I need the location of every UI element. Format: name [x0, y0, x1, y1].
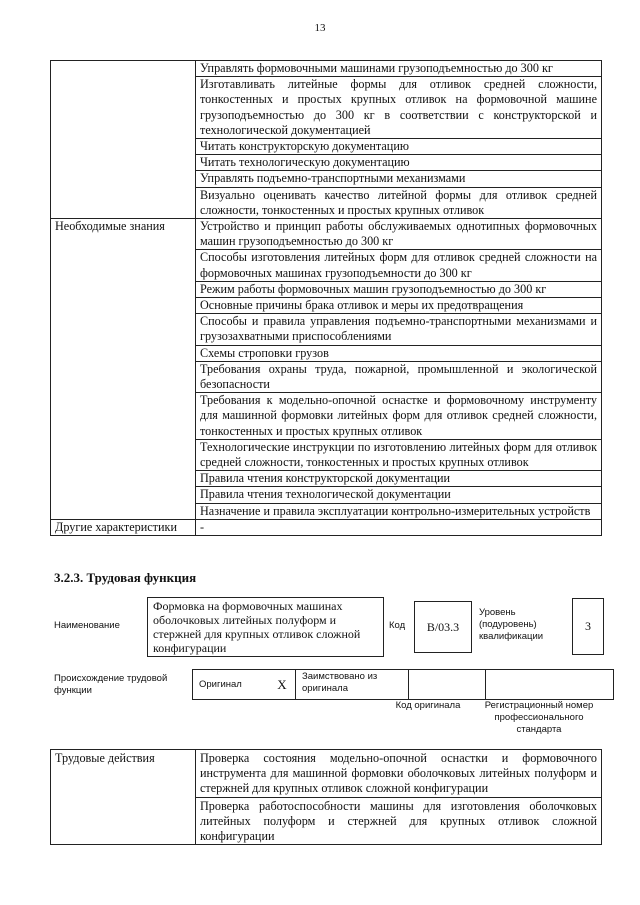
knowledge-item: Требования охраны труда, пожарной, промышленной и экологической безопасности [196, 361, 602, 392]
skills-label-cell [51, 61, 196, 219]
level-label: Уровень (подуровень) квалификации [479, 607, 544, 642]
original-mark: X [269, 670, 296, 700]
knowledge-item: Способы изготовления литейных форм для отливок средней сложности на формовочных машинах грузоподъемности до 300 кг [196, 250, 602, 281]
origin-table [192, 669, 614, 700]
other-value: - [196, 519, 602, 535]
reg-number-cell [486, 670, 614, 700]
level-value: 3 [572, 598, 604, 655]
knowledge-item: Способы и правила управления подъемно-транспортными механизмами и грузозахватными приспособлениями [196, 314, 602, 345]
knowledge-item: Требования к модельно-опочной оснастке и формовочному инструменту для машинной формовки литейных форм для отливок средней сложности, тонкостенных и простых крупных отливок [196, 393, 602, 440]
knowledge-item: Режим работы формовочных машин грузоподъемностью до 300 кг [196, 281, 602, 297]
competency-table [50, 60, 602, 536]
knowledge-item: Основные причины брака отливок и меры их предотвращения [196, 298, 602, 314]
original-label: Оригинал [193, 670, 270, 700]
knowledge-label: Необходимые знания [51, 219, 196, 520]
action-item: Проверка работоспособности машины для изготовления оболочковых литейных полуформ и стержней для крупных отливок сложной конфигурации [196, 797, 602, 845]
table-row [51, 61, 602, 77]
skill-item: Читать технологическую документацию [196, 155, 602, 171]
code-label: Код [389, 620, 406, 631]
original-code-cell [409, 670, 486, 700]
knowledge-item: Правила чтения конструкторской документации [196, 471, 602, 487]
other-label: Другие характеристики [51, 519, 196, 535]
actions-label: Трудовые действия [51, 750, 196, 845]
knowledge-item: Правила чтения технологической документации [196, 487, 602, 503]
skill-item: Управлять подъемно-транспортными механизмами [196, 171, 602, 187]
page-number: 13 [314, 22, 326, 34]
knowledge-item: Схемы строповки грузов [196, 345, 602, 361]
code-original-label: Код оригинала [395, 700, 461, 711]
action-item: Проверка состояния модельно-опочной оснастки и формовочного инструмента для машинной формовки оболочковых литейных полуформ и стержней для крупных отливок сложной конфигурации [196, 750, 602, 798]
skill-item: Изготавливать литейные формы для отливок средней сложности, тонкостенных и простых крупных отливок на формовочной машине грузоподъемностью до 300 кг в соответствии с конструкторской и технологической документацией [196, 77, 602, 139]
name-label: Наименование [54, 620, 120, 631]
function-code: В/03.3 [414, 601, 472, 653]
knowledge-item: Устройство и принцип работы обслуживаемых однотипных формовочных машин грузоподъемностью до 300 кг [196, 219, 602, 250]
table-row [51, 750, 602, 798]
knowledge-item: Технологические инструкции по изготовлению литейных форм для отливок средней сложности, тонкостенных и простых крупных отливок [196, 439, 602, 470]
table-row [51, 519, 602, 535]
origin-label: Происхождение трудовой функции [54, 673, 168, 696]
skill-item: Визуально оценивать качество литейной формы для отливок средней сложности, тонкостенных и простых крупных отливок [196, 187, 602, 218]
table-row [51, 219, 602, 250]
skill-item: Читать конструкторскую документацию [196, 139, 602, 155]
table-row [193, 670, 614, 700]
section-heading: 3.2.3. Трудовая функция [54, 570, 197, 585]
reg-number-label: Регистрационный номер профессионального стандарта [484, 700, 594, 735]
actions-table [50, 749, 602, 845]
skill-item: Управлять формовочными машинами грузоподъемностью до 300 кг [196, 61, 602, 77]
function-name: Формовка на формовочных машинах оболочковых литейных полуформ и стержней для крупных отливок сложной конфигурации [147, 597, 384, 657]
knowledge-item: Назначение и правила эксплуатации контрольно-измерительных устройств [196, 503, 602, 519]
borrowed-label: Заимствовано из оригинала [296, 670, 409, 700]
